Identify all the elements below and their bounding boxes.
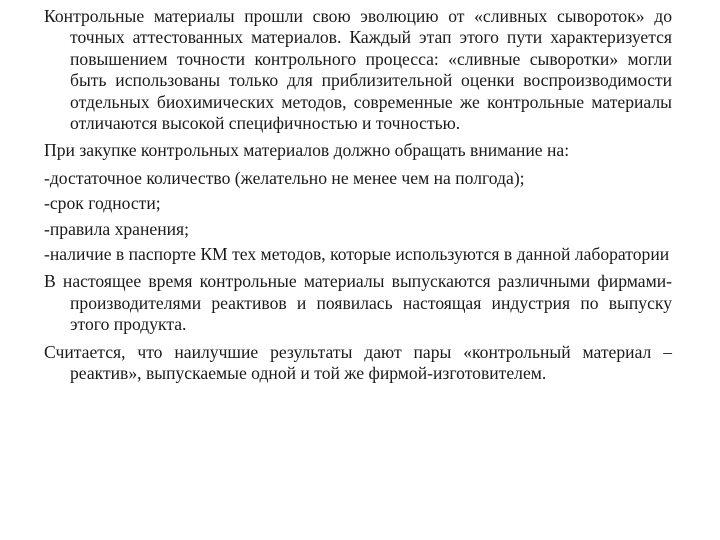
slide-text-body: [44, 6, 672, 391]
list-item-passport-methods: -наличие в паспорте КМ тех методов, которые используются в данной лаборатории: [44, 244, 670, 265]
list-item-storage-rules: -правила хранения;: [44, 218, 190, 239]
list-item-shelf-life: -срок годности;: [44, 193, 161, 214]
paragraph-purchase-attention: При закупке контрольных материалов должно обращать внимание на:: [44, 140, 570, 161]
paragraph-control-materials-evolution: Контрольные материалы прошли свою эволюцию от «сливных сывороток» до точных аттестованных материалов. Каждый этап этого пути характеризуется повышением точности контрольного процесса: «сливные сыворотки» могли быть использованы только для приблизительной оценки воспроизводимости отдельных биохимических методов, современные же контрольные материалы отличаются высокой специфичностью и точностью.: [44, 6, 672, 134]
paragraph-industry: В настоящее время контрольные материалы выпускаются различными фирмами-производителями реактивов и появилась настоящая индустрия по выпуску этого продукта.: [44, 271, 672, 335]
paragraph-best-results: Считается, что наилучшие результаты дают пары «контрольный материал – реактив», выпускаемые одной и той же фирмой-изготовителем.: [44, 341, 672, 384]
list-item-quantity: -достаточное количество (желательно не менее чем на полгода);: [44, 167, 525, 188]
